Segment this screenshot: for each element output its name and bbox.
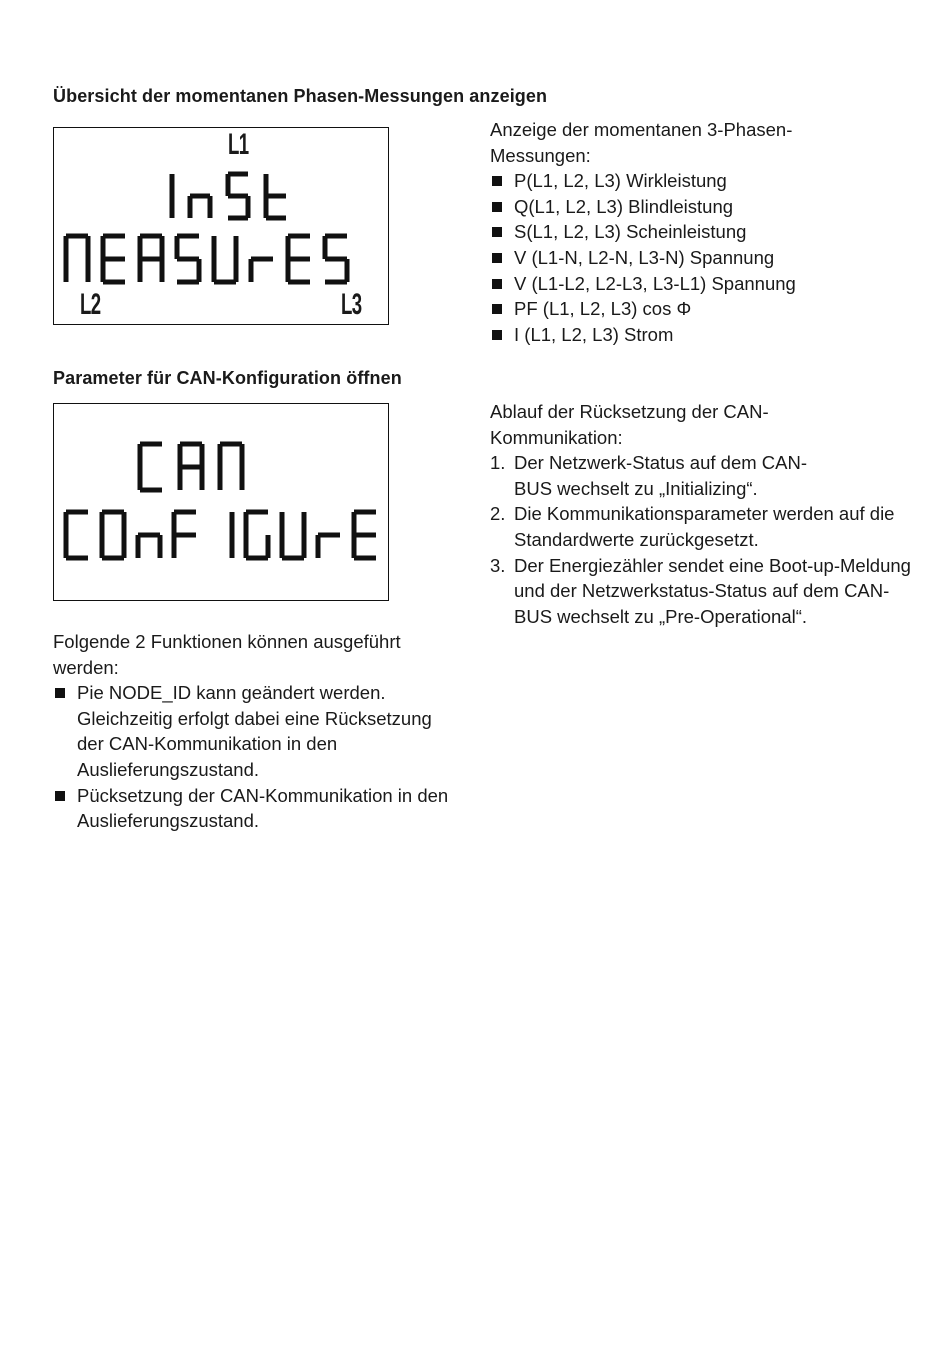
list-item: Pie NODE_ID kann geändert werden. Gleichzeitig erfolgt dabei eine Rücksetzung der CAN-Kommunikation in den Auslieferungszustand. [53,680,449,782]
step-text: Der Energiezähler sendet eine Boot-up-Meldung und der Netzwerkstatus-Status auf dem CAN-BUS wechselt zu „Pre-Operational“. [514,554,911,627]
step-text: Der Netzwerk-Status auf dem CAN-BUS wechselt zu „Initializing“. [514,452,808,499]
list-item: V (L1-L2, L2-L3, L3-L1) Spannung [490,271,910,297]
reset-steps-intro: Ablauf der Rücksetzung der CAN-Kommunikation: [490,401,769,448]
list-item [490,553,918,630]
list-item: PF (L1, L2, L3) cos Φ [490,296,910,322]
lcd-label-l1: L1 [228,128,249,161]
section1-heading: Übersicht der momentanen Phasen-Messungen anzeigen [53,86,548,106]
functions-intro: Folgende 2 Funktionen können ausgeführt werden: [53,631,401,678]
square-bullet-icon [492,253,502,263]
square-bullet-icon [492,176,502,186]
square-bullet-icon [55,688,65,698]
list-item [490,501,898,552]
lcd-label-l3: L3 [341,288,362,321]
section2-right-column [490,399,911,629]
functions-list [53,680,458,834]
step-number: 1. [490,452,506,474]
lcd-label-l2: L2 [80,288,101,321]
lcd-display-can-configure [53,403,389,601]
lcd-display-inst-measures [53,127,389,325]
measurements-list [490,168,910,347]
lcd-segment-text [54,404,387,599]
section2-left-column [53,629,458,834]
square-bullet-icon [492,227,502,237]
section2-heading: Parameter für CAN-Konfiguration öffnen [53,368,402,388]
square-bullet-icon [492,202,502,212]
square-bullet-icon [492,330,502,340]
list-item: Pücksetzung der CAN-Kommunikation in den Auslieferungszustand. [53,783,449,834]
step-number: 3. [490,554,506,576]
square-bullet-icon [492,279,502,289]
list-item: S(L1, L2, L3) Scheinleistung [490,219,910,245]
reset-steps-list [490,450,911,629]
measurements-intro: Anzeige der momentanen 3-Phasen-Messungen: [490,119,793,166]
section1-right-column [490,117,910,347]
square-bullet-icon [55,791,65,801]
lcd-segment-text [54,128,387,323]
list-item: V (L1-N, L2-N, L3-N) Spannung [490,245,910,271]
list-item: Q(L1, L2, L3) Blindleistung [490,194,910,220]
list-item [490,450,814,501]
list-item: P(L1, L2, L3) Wirkleistung [490,168,910,194]
list-item: I (L1, L2, L3) Strom [490,322,910,348]
step-number: 2. [490,503,506,525]
square-bullet-icon [492,304,502,314]
step-text: Die Kommunikationsparameter werden auf die Standardwerte zurückgesetzt. [514,503,895,550]
